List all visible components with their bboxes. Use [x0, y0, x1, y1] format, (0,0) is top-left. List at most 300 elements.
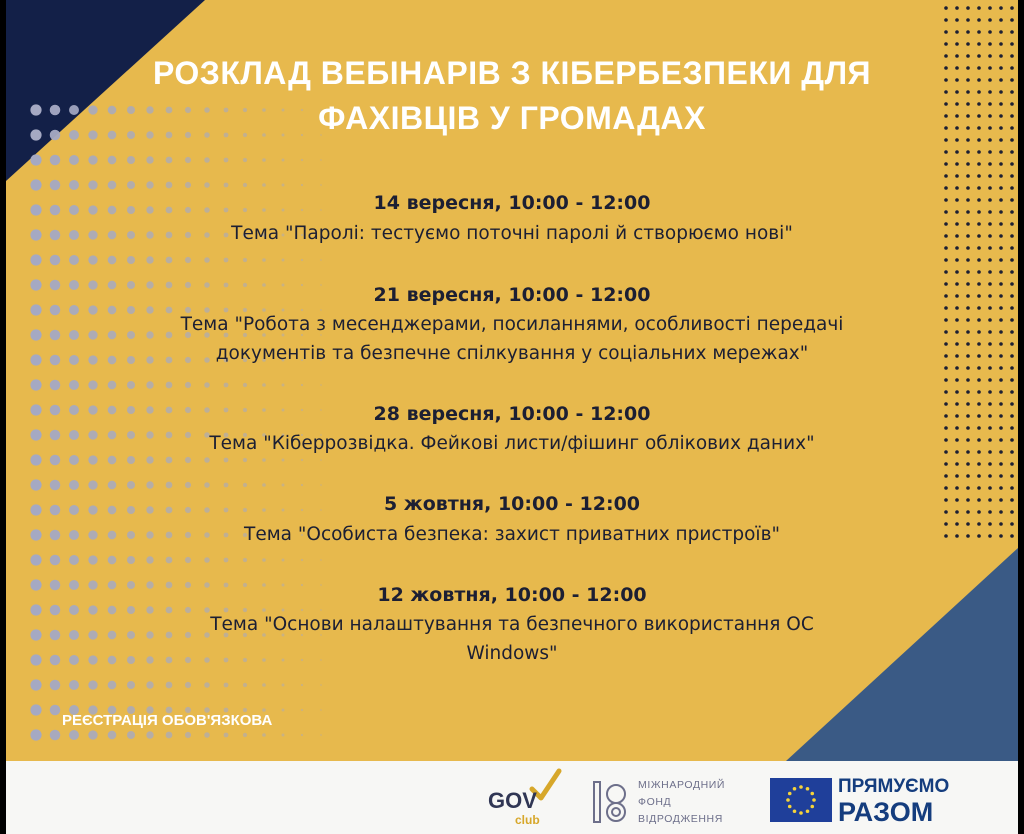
decor-dot [127, 556, 135, 564]
decor-dot [320, 484, 322, 486]
decor-dot [262, 458, 266, 462]
decor-dot [944, 18, 948, 22]
decor-dot [301, 459, 303, 461]
eu-star [810, 805, 814, 809]
decor-dot [301, 484, 303, 486]
decor-dot [999, 18, 1003, 22]
decor-dot [146, 606, 153, 613]
decor-dot [944, 6, 948, 10]
decor-dot [999, 426, 1003, 430]
decor-dot [262, 558, 266, 562]
decor-dot [977, 270, 981, 274]
decor-dot [977, 426, 981, 430]
decor-dot [282, 684, 285, 687]
decor-dot [977, 246, 981, 250]
decor-dot [955, 30, 959, 34]
decor-dot [224, 683, 229, 688]
eu-star [806, 787, 810, 791]
eu-slogan-line-2: РАЗОМ [838, 797, 934, 827]
decor-dot [30, 479, 41, 490]
session-topic: Тема "Особиста безпека: захист приватних пристроїв" [244, 524, 780, 545]
decor-dot [166, 157, 173, 164]
decor-dot [127, 681, 135, 689]
decor-dot [944, 270, 948, 274]
decor-dot [955, 18, 959, 22]
decor-dot [999, 162, 1003, 166]
decor-dot [988, 186, 992, 190]
decor-dot [955, 270, 959, 274]
decor-dot [977, 462, 981, 466]
session-topic: Тема "Робота з месенджерами, посиланнями, особливості передачі [180, 314, 844, 335]
decor-dot [224, 183, 229, 188]
decor-dot [988, 138, 992, 142]
decor-dot [282, 159, 285, 162]
decor-dot [320, 734, 322, 736]
decor-dot [999, 30, 1003, 34]
decor-dot [999, 258, 1003, 262]
decor-dot [69, 380, 79, 390]
decor-dot [301, 184, 303, 186]
decor-dot [1010, 162, 1014, 166]
decor-dot [966, 174, 970, 178]
eu-star [793, 787, 797, 791]
eu-flag-icon [770, 778, 832, 822]
decor-dot [977, 18, 981, 22]
decor-dot [301, 159, 303, 161]
decor-dot [30, 729, 41, 740]
decor-dot [88, 480, 97, 489]
decor-dot [185, 382, 191, 388]
decor-dot [955, 378, 959, 382]
decor-dot [999, 6, 1003, 10]
decor-dot [988, 462, 992, 466]
decor-dot [944, 462, 948, 466]
decor-dot [69, 180, 79, 190]
decor-dot [977, 162, 981, 166]
decor-dot [146, 681, 153, 688]
decor-dot [69, 680, 79, 690]
decor-dot [204, 257, 210, 263]
decor-dot [999, 474, 1003, 478]
decor-dot [944, 306, 948, 310]
decor-dot [262, 383, 266, 387]
decor-dot [955, 186, 959, 190]
decor-dot [966, 486, 970, 490]
decor-dot [1010, 138, 1014, 142]
decor-dot [185, 307, 191, 313]
decor-dot [301, 734, 303, 736]
decor-dot [127, 456, 135, 464]
decor-dot [185, 682, 191, 688]
decor-dot [977, 378, 981, 382]
decor-dot [944, 426, 948, 430]
decor-dot [955, 474, 959, 478]
decor-dot [127, 606, 135, 614]
decor-dot [166, 307, 173, 314]
decor-dot [988, 306, 992, 310]
decor-dot [977, 366, 981, 370]
irf-logo-icon [592, 780, 630, 826]
session-topic: Windows" [466, 643, 558, 664]
decor-dot [988, 366, 992, 370]
decor-dot [204, 457, 210, 463]
decor-dot [185, 182, 191, 188]
decor-dot [977, 138, 981, 142]
irf-text-line: МІЖНАРОДНИЙ [638, 779, 726, 791]
decor-dot [977, 306, 981, 310]
session-date: 12 жовтня, 10:00 - 12:00 [377, 584, 647, 606]
decor-dot [1010, 426, 1014, 430]
eu-star [806, 809, 810, 813]
decor-dot [999, 138, 1003, 142]
decor-dot [944, 258, 948, 262]
decor-dot [185, 482, 191, 488]
decor-dot [955, 366, 959, 370]
decor-dot [146, 731, 153, 738]
decor-dot [955, 162, 959, 166]
decor-dot [69, 555, 79, 565]
decor-dot [999, 174, 1003, 178]
decor-dot [966, 246, 970, 250]
decor-dot [185, 157, 191, 163]
decor-dot [108, 556, 117, 565]
decor-dot [88, 380, 97, 389]
decor-dot [224, 383, 229, 388]
decor-dot [320, 709, 322, 711]
decor-dot [977, 150, 981, 154]
decor-dot [301, 609, 303, 611]
decor-dot [204, 607, 210, 613]
decor-dot [988, 174, 992, 178]
decor-dot [944, 486, 948, 490]
decor-dot [999, 246, 1003, 250]
decor-dot [999, 486, 1003, 490]
decor-dot [301, 684, 303, 686]
decor-dot [204, 382, 210, 388]
decor-dot [262, 158, 266, 162]
decor-dot [944, 366, 948, 370]
decor-dot [977, 174, 981, 178]
decor-dot [262, 258, 266, 262]
decor-dot [243, 483, 247, 487]
decor-dot [166, 482, 173, 489]
decor-dot [966, 186, 970, 190]
decor-dot [146, 481, 153, 488]
decor-dot [977, 258, 981, 262]
eu-star [788, 805, 792, 809]
decor-dot [999, 462, 1003, 466]
decor-dot [988, 474, 992, 478]
decor-dot [944, 150, 948, 154]
eu-star [799, 785, 803, 789]
decor-dot [69, 455, 79, 465]
decor-dot [966, 462, 970, 466]
decor-dot [966, 390, 970, 394]
decor-dot [999, 378, 1003, 382]
decor-dot [166, 457, 173, 464]
decor-dot [320, 684, 322, 686]
decor-dot [88, 255, 97, 264]
decor-dot [966, 150, 970, 154]
decor-dot [88, 455, 97, 464]
decor-dot [944, 138, 948, 142]
decor-dot [243, 608, 247, 612]
decor-dot [243, 733, 247, 737]
decor-dot [224, 258, 229, 263]
decor-dot [977, 6, 981, 10]
decor-dot [224, 608, 229, 613]
decor-dot [282, 609, 285, 612]
decor-dot [320, 384, 322, 386]
session-date: 28 вересня, 10:00 - 12:00 [373, 403, 651, 425]
eu-star [786, 798, 790, 802]
decor-dot [30, 154, 41, 165]
decor-dot [108, 181, 117, 190]
decor-dot [243, 458, 247, 462]
decor-dot [50, 555, 61, 566]
decor-dot [127, 306, 135, 314]
decor-dot [955, 462, 959, 466]
decor-dot [127, 156, 135, 164]
decor-dot [999, 270, 1003, 274]
irf-text-line: ФОНД [638, 796, 672, 808]
decor-dot [166, 682, 173, 689]
decor-dot [1010, 174, 1014, 178]
title-line-1: РОЗКЛАД ВЕБІНАРІВ З КІБЕРБЕЗПЕКИ ДЛЯ [152, 55, 872, 91]
decor-dot [320, 184, 322, 186]
decor-dot [955, 306, 959, 310]
decor-dot [944, 174, 948, 178]
decor-dot [955, 486, 959, 490]
decor-dot [88, 155, 97, 164]
decor-dot [955, 42, 959, 46]
decor-dot [262, 608, 266, 612]
eu-star [799, 811, 803, 815]
decor-dot [185, 732, 191, 738]
decor-dot [108, 681, 117, 690]
decor-dot [988, 18, 992, 22]
decor-dot [955, 6, 959, 10]
decor-dot [108, 256, 117, 265]
decor-dot [166, 257, 173, 264]
decor-dot [944, 378, 948, 382]
decor-dot [320, 309, 322, 311]
decor-dot [204, 157, 210, 163]
decor-dot [282, 259, 285, 262]
decor-dot [204, 682, 210, 688]
decor-dot [301, 559, 303, 561]
decor-dot [966, 6, 970, 10]
eu-star [793, 809, 797, 813]
decor-dot [999, 366, 1003, 370]
decor-dot [243, 683, 247, 687]
decor-dot [88, 680, 97, 689]
decor-dot [127, 381, 135, 389]
decor-dot [108, 156, 117, 165]
decor-dot [166, 732, 173, 739]
decor-dot [320, 259, 322, 261]
decor-dot [166, 382, 173, 389]
decor-dot [243, 258, 247, 262]
decor-dot [944, 246, 948, 250]
title-line-2: ФАХІВЦІВ У ГРОМАДАХ [318, 100, 706, 136]
decor-dot [127, 256, 135, 264]
eu-star [812, 798, 816, 802]
decor-dot [944, 30, 948, 34]
decor-dot [320, 459, 322, 461]
decor-dot [224, 483, 229, 488]
decor-dot [977, 390, 981, 394]
decor-dot [108, 381, 117, 390]
decor-dot [955, 174, 959, 178]
decor-dot [185, 607, 191, 613]
decor-dot [30, 554, 41, 565]
decor-dot [1010, 186, 1014, 190]
decor-dot [955, 246, 959, 250]
decor-dot [1010, 258, 1014, 262]
decor-dot [282, 559, 285, 562]
decor-dot [966, 474, 970, 478]
decor-dot [50, 180, 61, 191]
decor-dot [999, 390, 1003, 394]
decor-dot [988, 270, 992, 274]
decor-dot [88, 555, 97, 564]
gov-logo-text: GOV [488, 788, 537, 813]
decor-dot [320, 159, 322, 161]
decor-dot [185, 557, 191, 563]
decor-dot [955, 390, 959, 394]
decor-dot [977, 42, 981, 46]
decor-dot [1010, 378, 1014, 382]
decor-dot [146, 306, 153, 313]
decor-dot [243, 183, 247, 187]
decor-dot [204, 307, 210, 313]
decor-dot [282, 484, 285, 487]
session-date: 5 жовтня, 10:00 - 12:00 [383, 493, 641, 515]
decor-dot [50, 380, 61, 391]
decor-dot [988, 150, 992, 154]
decor-dot [50, 680, 61, 691]
decor-dot [999, 150, 1003, 154]
decor-dot [1010, 390, 1014, 394]
decor-dot [146, 556, 153, 563]
decor-dot [166, 182, 173, 189]
decor-dot [204, 732, 210, 738]
decor-dot [185, 457, 191, 463]
decor-dot [146, 181, 153, 188]
decor-dot [243, 158, 247, 162]
decor-dot [50, 455, 61, 466]
decor-dot [30, 454, 41, 465]
decor-dot [262, 683, 266, 687]
irf-text-line: ВІДРОДЖЕННЯ [638, 813, 723, 825]
decor-dot [966, 258, 970, 262]
decor-dot [282, 459, 285, 462]
decor-dot [224, 733, 229, 738]
decor-dot [262, 483, 266, 487]
decor-dot [50, 480, 61, 491]
decor-dot [127, 731, 135, 739]
decor-dot [88, 180, 97, 189]
gov-club-text: club [515, 813, 540, 827]
decor-dot [224, 558, 229, 563]
decor-dot [127, 481, 135, 489]
decor-dot [30, 254, 41, 265]
decor-dot [282, 309, 285, 312]
decor-dot [988, 246, 992, 250]
decor-dot [966, 18, 970, 22]
decor-dot [944, 42, 948, 46]
decor-dot [977, 486, 981, 490]
eu-star [810, 792, 814, 796]
session-date: 21 вересня, 10:00 - 12:00 [373, 284, 651, 306]
decor-dot [944, 474, 948, 478]
decor-dot [988, 30, 992, 34]
decor-dot [166, 607, 173, 614]
decor-dot [262, 733, 266, 737]
decor-dot [50, 155, 61, 166]
decor-dot [204, 182, 210, 188]
decor-dot [320, 609, 322, 611]
decor-dot [955, 138, 959, 142]
decor-dot [204, 482, 210, 488]
decor-dot [966, 138, 970, 142]
decor-dot [301, 309, 303, 311]
decor-dot [30, 379, 41, 390]
decor-dot [944, 390, 948, 394]
decor-dot [1010, 462, 1014, 466]
decor-dot [127, 181, 135, 189]
decor-dot [966, 162, 970, 166]
decor-dot [977, 186, 981, 190]
eu-slogan-line-1: ПРЯМУЄМО [838, 776, 950, 797]
decor-dot [1010, 150, 1014, 154]
decor-dot [999, 186, 1003, 190]
decor-dot [146, 381, 153, 388]
decor-dot [146, 256, 153, 263]
decor-dot [1010, 18, 1014, 22]
decor-dot [108, 731, 117, 740]
decor-dot [988, 426, 992, 430]
eu-star [788, 792, 792, 796]
decor-dot [966, 30, 970, 34]
decor-dot [988, 486, 992, 490]
decor-dot [1010, 30, 1014, 34]
decor-dot [282, 184, 285, 187]
decor-dot [966, 270, 970, 274]
session-topic: Тема "Кіберрозвідка. Фейкові листи/фішинг облікових даних" [209, 433, 815, 454]
decor-dot [1010, 246, 1014, 250]
decor-dot [988, 6, 992, 10]
decor-dot [1010, 306, 1014, 310]
decor-dot [50, 705, 61, 716]
decor-dot [988, 162, 992, 166]
decor-dot [69, 155, 79, 165]
decor-dot [977, 474, 981, 478]
decor-dot [1010, 474, 1014, 478]
decor-dot [988, 42, 992, 46]
decor-dot [955, 150, 959, 154]
session-topic: Тема "Основи налаштування та безпечного використання ОС [210, 614, 814, 635]
decor-dot [966, 42, 970, 46]
decor-dot [243, 383, 247, 387]
decor-dot [224, 158, 229, 163]
decor-dot [1010, 6, 1014, 10]
decor-dot [69, 255, 79, 265]
decor-dot [30, 179, 41, 190]
decor-dot [69, 480, 79, 490]
decor-dot [944, 162, 948, 166]
